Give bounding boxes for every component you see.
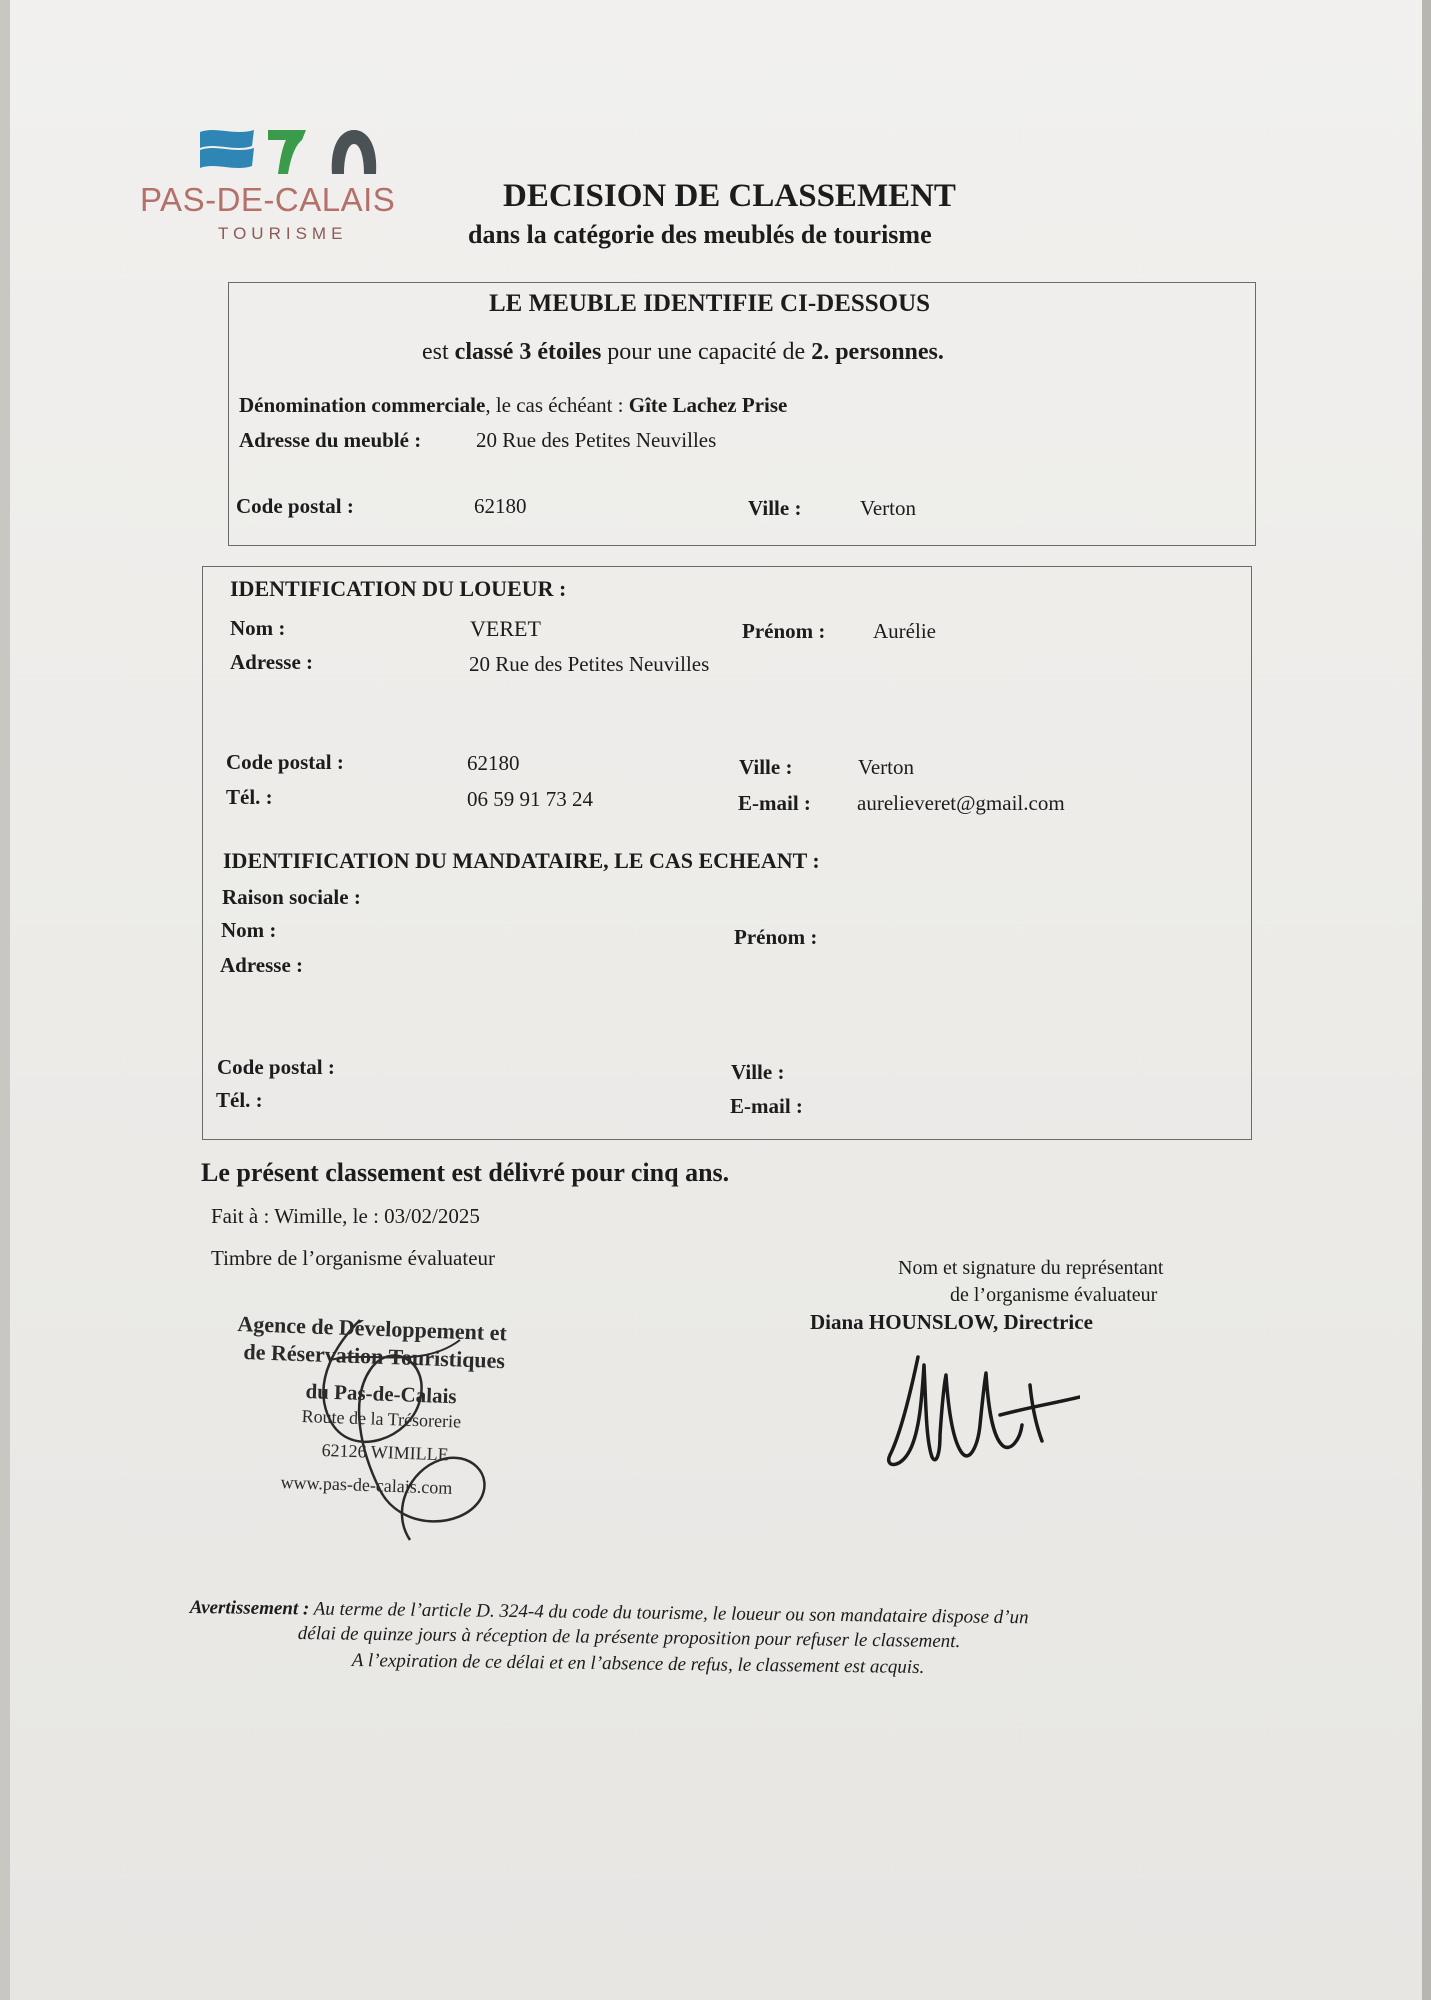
logo-wordmark: PAS-DE-CALAIS xyxy=(140,181,396,218)
signature-label-line2: de l’organisme évaluateur xyxy=(950,1284,1158,1306)
classement-stars: classé 3 étoiles xyxy=(454,339,602,365)
stamp-scribble-icon xyxy=(270,1300,510,1560)
loueur-email-label: E-mail : xyxy=(738,791,811,815)
stamp-line-3: du Pas-de-Calais xyxy=(305,1379,458,1409)
mandataire-postal-label: Code postal : xyxy=(217,1055,335,1079)
capacity-value: 2 xyxy=(811,339,824,365)
denomination-suffix: , le cas échéant : xyxy=(485,393,624,417)
loueur-adresse-label: Adresse : xyxy=(230,650,314,674)
loueur-title: IDENTIFICATION DU LOUEUR : xyxy=(230,576,567,601)
warning-line-3: A l’expiration de ce délai et en l’absence de refus, le classement est acquis. xyxy=(351,1650,925,1678)
validity-statement: Le présent classement est délivré pour cinq ans. xyxy=(201,1158,730,1187)
meuble-postal-label: Code postal : xyxy=(236,494,354,518)
mandataire-nom-label: Nom : xyxy=(221,918,277,942)
meuble-address-value: 20 Rue des Petites Neuvilles xyxy=(476,428,717,452)
stamp-line-6: www.pas-de-calais.com xyxy=(280,1472,453,1498)
classement-pre: est xyxy=(422,339,449,365)
handwritten-signature-icon xyxy=(880,1345,1080,1475)
meuble-ville-value: Verton xyxy=(860,496,916,520)
meuble-ville-label: Ville : xyxy=(748,496,802,520)
loueur-email-value: aurelieveret@gmail.com xyxy=(857,791,1065,815)
classement-mid: pour une capacité de xyxy=(607,339,806,365)
mandataire-tel-label: Tél. : xyxy=(216,1088,263,1112)
denomination-value: Gîte Lachez Prise xyxy=(628,393,788,417)
loueur-nom-label: Nom : xyxy=(230,616,286,640)
mandataire-title: IDENTIFICATION DU MANDATAIRE, LE CAS ECHEANT : xyxy=(223,848,820,873)
mandataire-email-label: E-mail : xyxy=(730,1094,803,1118)
meuble-address-label: Adresse du meublé : xyxy=(239,428,422,452)
warning-line-2: délai de quinze jours à réception de la présente proposition pour refuser le classement. xyxy=(297,1623,961,1653)
mandataire-raison-label: Raison sociale : xyxy=(222,885,361,909)
stamp-line-1: Agence de Développement et xyxy=(237,1311,508,1346)
loueur-ville-label: Ville : xyxy=(739,755,793,779)
loueur-prenom-label: Prénom : xyxy=(742,619,826,643)
page-edge xyxy=(1422,0,1431,2000)
mandataire-prenom-label: Prénom : xyxy=(734,925,818,949)
loueur-nom-value: VERET xyxy=(470,616,541,641)
fait-line: Fait à : Wimille, le : 03/02/2025 xyxy=(211,1204,480,1228)
classement-post: personnes. xyxy=(835,339,944,365)
pas-de-calais-logo-icon xyxy=(198,126,380,178)
logo-subtitle: TOURISME xyxy=(218,224,348,243)
loueur-tel-label: Tél. : xyxy=(226,785,273,809)
meuble-postal-value: 62180 xyxy=(474,494,527,518)
stamp-line-4: Route de la Trésorerie xyxy=(301,1406,462,1432)
mandataire-ville-label: Ville : xyxy=(731,1060,785,1084)
loueur-tel-value: 06 59 91 73 24 xyxy=(467,787,593,811)
loueur-ville-value: Verton xyxy=(858,755,914,779)
page-subtitle: dans la catégorie des meublés de tourisme xyxy=(468,220,932,249)
denomination-row xyxy=(239,393,787,418)
signatory-name: Diana HOUNSLOW, Directrice xyxy=(810,1310,1093,1334)
loueur-postal-value: 62180 xyxy=(467,751,520,775)
warning-label: Avertissement : xyxy=(189,1597,310,1620)
loueur-postal-label: Code postal : xyxy=(226,750,344,774)
loueur-prenom-value: Aurélie xyxy=(873,619,936,643)
timbre-label: Timbre de l’organisme évaluateur xyxy=(211,1246,496,1270)
meuble-title: LE MEUBLE IDENTIFIE CI-DESSOUS xyxy=(489,290,931,317)
mandataire-adresse-label: Adresse : xyxy=(220,953,304,977)
denomination-label: Dénomination commerciale xyxy=(239,393,486,417)
page-title: DECISION DE CLASSEMENT xyxy=(503,178,956,214)
warning-text-1: Au terme de l’article D. 324-4 du code du tourisme, le loueur ou son mandataire dispose d’un xyxy=(313,1598,1029,1629)
loueur-adresse-value: 20 Rue des Petites Neuvilles xyxy=(469,652,710,676)
classement-line: est classé 3 étoiles pour une capacité de 2. personnes. xyxy=(422,339,944,365)
signature-label-line1: Nom et signature du représentant xyxy=(898,1257,1164,1279)
stamp-line-5: 62126 WIMILLE xyxy=(321,1440,450,1465)
stamp-line-2: de Réservation Touristiques xyxy=(243,1339,506,1374)
